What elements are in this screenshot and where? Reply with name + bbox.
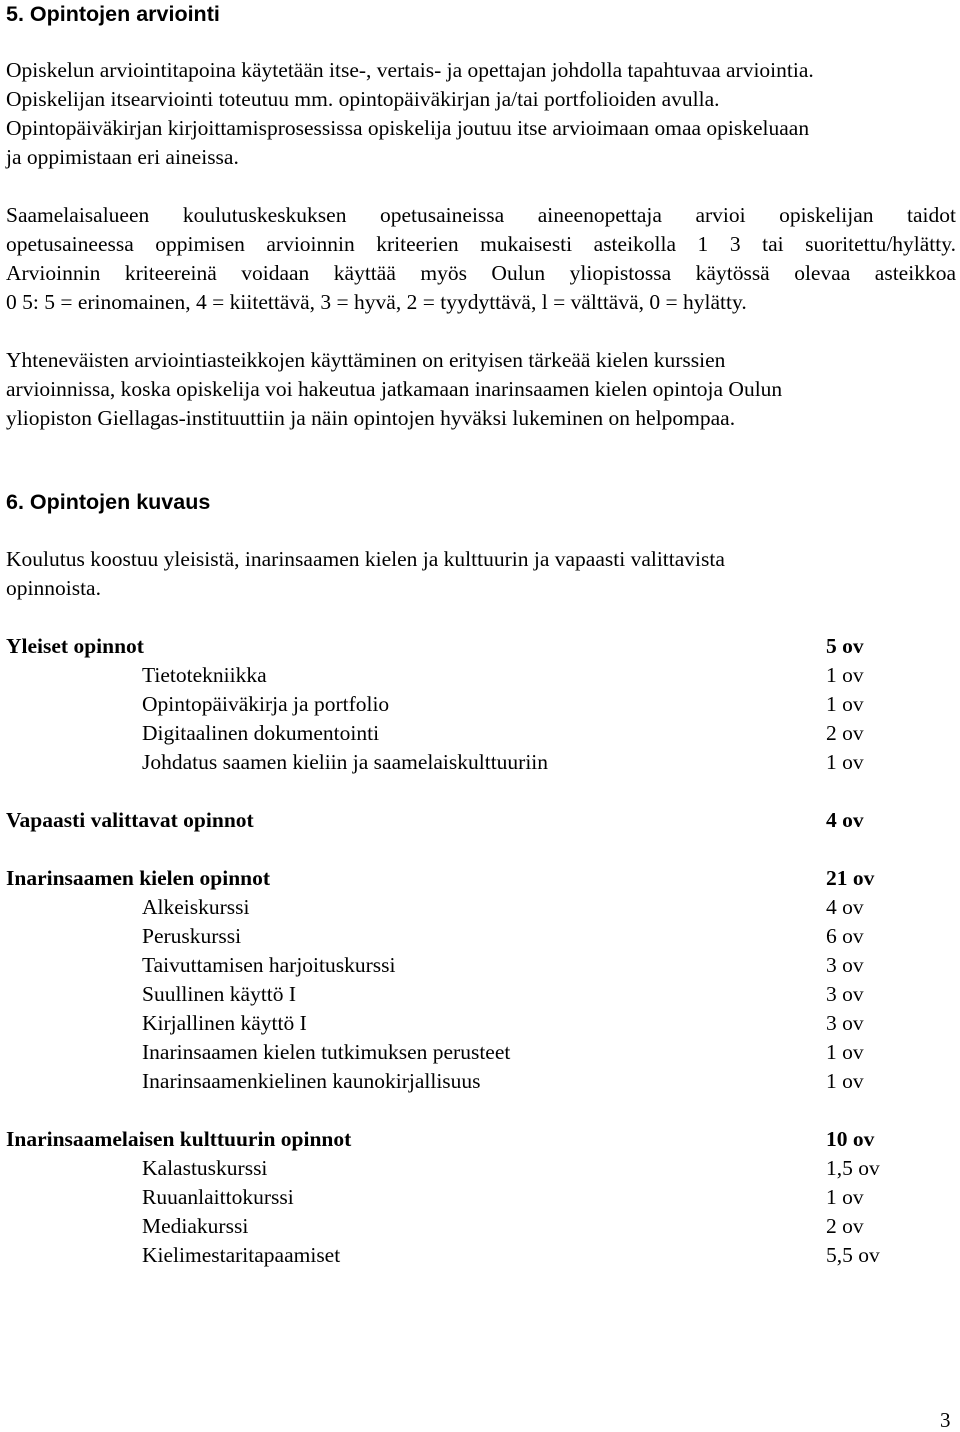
text-line: Yhteneväisten arviointiasteikkojen käyttäminen on erityisen tärkeää kielen kurssien <box>6 348 726 372</box>
course-credits: 1 ov <box>826 692 864 716</box>
curriculum-intro-paragraph <box>6 545 725 603</box>
course-name: Kielimestaritapaamiset <box>142 1243 341 1267</box>
course-row <box>0 951 960 980</box>
course-name: Tietotekniikka <box>142 663 267 687</box>
course-row <box>0 1241 960 1270</box>
course-row <box>0 1154 960 1183</box>
text-line: opinnoista. <box>6 576 101 600</box>
text-line: Opiskelun arviointitapoina käytetään itse-, vertais- ja opettajan johdolla tapahtuvaa arviointia. <box>6 58 814 82</box>
course-name: Opintopäiväkirja ja portfolio <box>142 692 390 716</box>
text-line: arvioinnissa, koska opiskelija voi hakeutua jatkamaan inarinsaamen kielen opintoja Oulun <box>6 377 783 401</box>
course-credits: 1 ov <box>826 1069 864 1093</box>
text-line: 0 5: 5 = erinomainen, 4 = kiitettävä, 3 = hyvä, 2 = tyydyttävä, l = välttävä, 0 = hylätty. <box>6 290 747 314</box>
course-name: Ruuanlaittokurssi <box>142 1185 294 1209</box>
text-line: Opintopäiväkirjan kirjoittamisprosessissa opiskelija joutuu itse arvioimaan omaa opiskeluaan <box>6 116 810 140</box>
course-credits: 4 ov <box>826 895 864 919</box>
course-row <box>0 980 960 1009</box>
group-credits: 5 ov <box>826 634 864 658</box>
course-name: Inarinsaamenkielinen kaunokirjallisuus <box>142 1069 481 1093</box>
text-line: opetusaineessa oppimisen arvioinnin kriteerien mukaisesti asteikolla 1 3 tai suoritettu/hylätty. <box>6 232 956 256</box>
course-row <box>0 922 960 951</box>
course-credits: 6 ov <box>826 924 864 948</box>
grading-scale-paragraph <box>6 201 956 317</box>
text-line: Koulutus koostuu yleisistä, inarinsaamen kielen ja kulttuurin ja vapaasti valittavista <box>6 547 725 571</box>
course-credits: 3 ov <box>826 953 864 977</box>
assessment-paragraph <box>6 56 814 172</box>
course-row <box>0 719 960 748</box>
course-credits: 1,5 ov <box>826 1156 880 1180</box>
group-credits: 21 ov <box>826 866 875 890</box>
course-row <box>0 1038 960 1067</box>
course-row <box>0 1183 960 1212</box>
section-6-heading: 6. Opintojen kuvaus <box>6 490 211 514</box>
course-credits: 2 ov <box>826 1214 864 1238</box>
course-row <box>0 1212 960 1241</box>
course-group-row <box>0 632 960 661</box>
course-name: Kirjallinen käyttö I <box>142 1011 307 1035</box>
course-credits: 2 ov <box>826 721 864 745</box>
course-credits: 5,5 ov <box>826 1243 880 1267</box>
group-name: Inarinsaamen kielen opinnot <box>6 866 271 890</box>
course-name: Inarinsaamen kielen tutkimuksen perusteet <box>142 1040 511 1064</box>
course-row <box>0 661 960 690</box>
group-name: Vapaasti valittavat opinnot <box>6 808 254 832</box>
group-name: Yleiset opinnot <box>6 634 144 658</box>
text-line: yliopiston Giellagas-instituuttiin ja näin opintojen hyväksi lukeminen on helpompaa. <box>6 406 736 430</box>
course-group-row <box>0 1125 960 1154</box>
course-credits: 1 ov <box>826 663 864 687</box>
course-credits: 3 ov <box>826 982 864 1006</box>
course-row <box>0 1067 960 1096</box>
group-credits: 4 ov <box>826 808 864 832</box>
scale-consistency-paragraph <box>6 346 782 433</box>
course-credits: 1 ov <box>826 1185 864 1209</box>
page-number: 3 <box>940 1408 951 1432</box>
course-row <box>0 690 960 719</box>
course-name: Suullinen käyttö I <box>142 982 297 1006</box>
group-name: Inarinsaamelaisen kulttuurin opinnot <box>6 1127 352 1151</box>
course-row <box>0 893 960 922</box>
text-line: Opiskelijan itsearviointi toteutuu mm. opintopäiväkirjan ja/tai portfolioiden avulla. <box>6 87 720 111</box>
text-line: Arvioinnin kriteereinä voidaan käyttää myös Oulun yliopistossa käytössä olevaa asteikkoa <box>6 261 956 285</box>
course-group-row <box>0 806 960 835</box>
course-name: Taivuttamisen harjoituskurssi <box>142 953 396 977</box>
course-credits: 3 ov <box>826 1011 864 1035</box>
course-credits: 1 ov <box>826 1040 864 1064</box>
course-name: Kalastuskurssi <box>142 1156 268 1180</box>
course-name: Mediakurssi <box>142 1214 249 1238</box>
text-line: Saamelaisalueen koulutuskeskuksen opetusaineissa aineenopettaja arvioi opiskelijan taidot <box>6 203 956 227</box>
course-row <box>0 748 960 777</box>
course-name: Digitaalinen dokumentointi <box>142 721 380 745</box>
text-line: ja oppimistaan eri aineissa. <box>6 145 239 169</box>
section-5-heading: 5. Opintojen arviointi <box>6 2 220 26</box>
course-group-row <box>0 864 960 893</box>
course-name: Peruskurssi <box>142 924 242 948</box>
course-name: Alkeiskurssi <box>142 895 250 919</box>
course-name: Johdatus saamen kieliin ja saamelaiskulttuuriin <box>142 750 549 774</box>
course-credits: 1 ov <box>826 750 864 774</box>
course-row <box>0 1009 960 1038</box>
group-credits: 10 ov <box>826 1127 875 1151</box>
